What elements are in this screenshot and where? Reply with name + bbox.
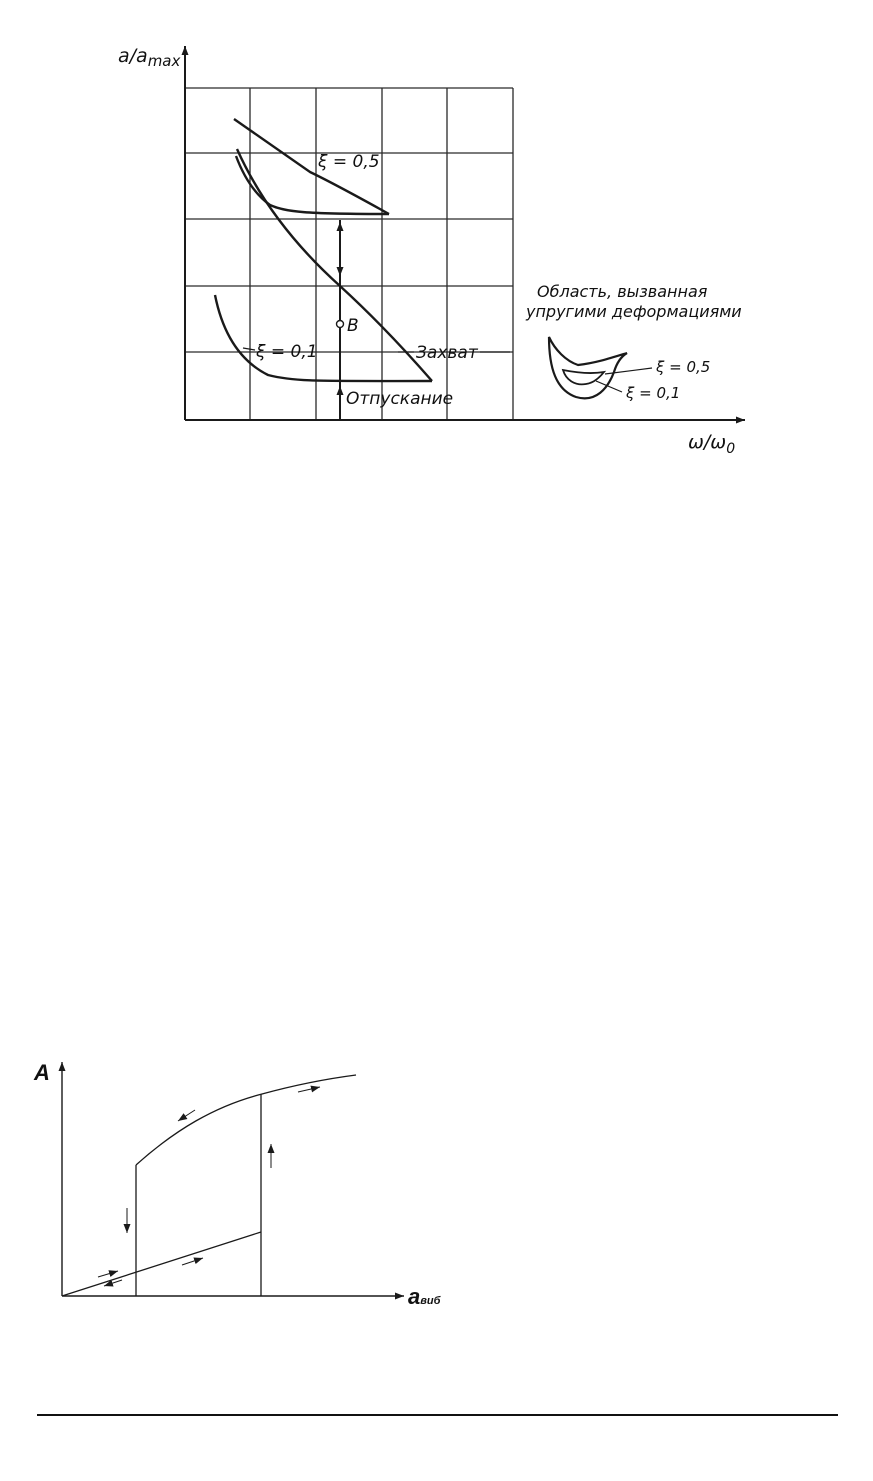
chart-grid [185,88,513,420]
inset-caption-line1: Область, вызванная [537,282,708,301]
elastic-region-inset [525,282,742,402]
upper-branch [136,1075,356,1165]
point-b-label: B [347,316,359,336]
inset-leader-high [605,368,652,374]
release-label: Отпускание [346,389,454,409]
hysteresis-chart-top [118,45,745,457]
curve-xi-0-1 [215,295,432,381]
label-xi-0-1: ξ = 0,1 [256,342,318,362]
label-xi-0-5: ξ = 0,5 [318,152,380,172]
leader-xi-0-1 [243,348,255,350]
x-axis-label: $\omega/\omega_0$ [688,431,736,457]
inset-label-xi-0-5: ξ = 0,5 [656,358,711,376]
y-axis-label: $a/a_{max}$ [118,45,181,70]
arrow-upper-left [178,1110,195,1121]
bottom-x-axis-label: aвиб [408,1284,441,1309]
arrow-lower-right [182,1258,203,1265]
arrow-upper-right [298,1087,320,1092]
lower-branch [62,1232,261,1296]
arrow-lower-left [104,1280,122,1286]
inset-label-xi-0-1: ξ = 0,1 [626,384,681,402]
bottom-y-axis-label: A [34,1060,50,1085]
capture-label: Захват [416,343,478,363]
inset-caption-line2: упругими деформациями [526,302,742,321]
hysteresis-chart-bottom [33,1060,442,1309]
arrow-lower-mid [98,1271,118,1277]
point-b-marker [337,321,344,328]
